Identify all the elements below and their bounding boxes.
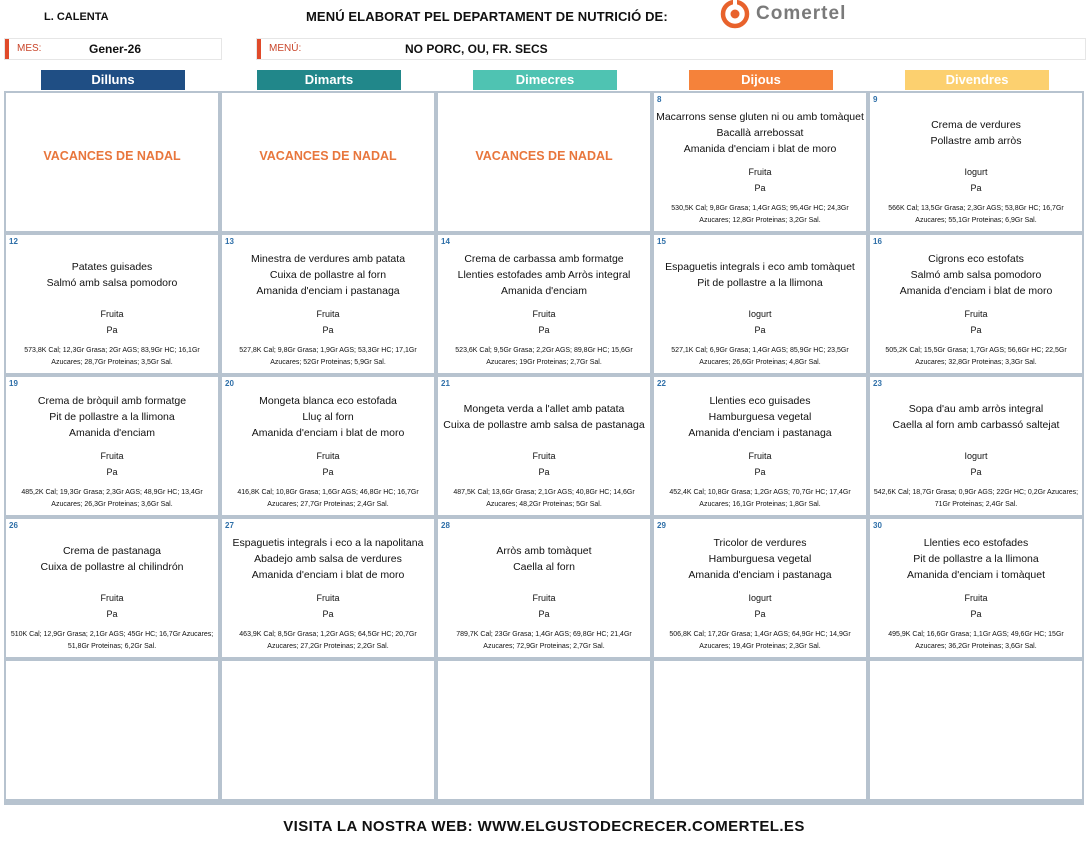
day-cell bbox=[6, 519, 218, 657]
nutrition-info bbox=[440, 629, 648, 653]
nutrition-line: 416,8K Cal; 10,8Gr Grasa; 1,6Gr AGS; 46,8Gr HC; 16,7Gr bbox=[237, 489, 419, 496]
dish-list bbox=[440, 543, 648, 575]
dessert-bread bbox=[656, 591, 864, 622]
bread: Pa bbox=[754, 466, 766, 477]
day-cell bbox=[654, 519, 866, 657]
dessert: Fruita bbox=[532, 451, 556, 461]
bread: Pa bbox=[754, 608, 766, 619]
dish: Amanida d'enciam i pastanaga bbox=[688, 569, 832, 581]
nutrition-line: 463,9K Cal; 8,5Gr Grasa; 1,2Gr AGS; 64,5Gr HC; 20,7Gr bbox=[239, 631, 417, 638]
day-cell bbox=[654, 93, 866, 231]
dessert-bread bbox=[8, 307, 216, 338]
nutrition-info bbox=[8, 487, 216, 511]
day-cell bbox=[222, 93, 434, 231]
dessert-bread bbox=[872, 591, 1080, 622]
nutrition-info bbox=[440, 345, 648, 369]
dish: Amanida d'enciam i blat de moro bbox=[683, 143, 837, 155]
dish-list bbox=[8, 543, 216, 575]
nutrition-info bbox=[872, 629, 1080, 653]
dish: Llenties estofades amb Arròs integral bbox=[457, 269, 631, 281]
nutrition-info bbox=[656, 487, 864, 511]
day-cell bbox=[870, 235, 1082, 373]
day-cell bbox=[870, 377, 1082, 515]
bread: Pa bbox=[970, 182, 982, 193]
dessert-bread bbox=[8, 449, 216, 480]
dessert-bread bbox=[872, 307, 1080, 338]
day-cell bbox=[654, 235, 866, 373]
nutrition-line: 71Gr Proteinas; 2,4Gr Sal. bbox=[934, 501, 1018, 508]
dessert-bread bbox=[8, 591, 216, 622]
nutrition-line: Azucares; 36,2Gr Proteinas; 3,6Gr Sal. bbox=[915, 643, 1037, 650]
nutrition-line: Azucares; 55,1Gr Proteinas; 6,9Gr Sal. bbox=[915, 217, 1037, 224]
dish: Macarrons sense gluten ni ou amb tomàquet bbox=[656, 111, 864, 123]
bread: Pa bbox=[538, 608, 550, 619]
dish-list bbox=[440, 401, 648, 433]
dish-list bbox=[656, 535, 864, 583]
day-header-divendres: Divendres bbox=[905, 70, 1049, 90]
dish: Crema de pastanaga bbox=[62, 545, 162, 557]
day-number: 20 bbox=[225, 379, 234, 388]
day-cell bbox=[438, 661, 650, 799]
dish: Pollastre amb arròs bbox=[930, 135, 1022, 147]
nutrition-info bbox=[224, 629, 432, 653]
dish: Amanida d'enciam i blat de moro bbox=[251, 569, 405, 581]
dessert: Fruita bbox=[100, 451, 124, 461]
dish: Crema de carbassa amb formatge bbox=[464, 253, 624, 265]
nutrition-line: Azucares; 26,3Gr Proteinas; 3,6Gr Sal. bbox=[51, 501, 173, 508]
nutrition-line: 487,5K Cal; 13,6Gr Grasa; 2,1Gr AGS; 40,8Gr HC; 14,6Gr bbox=[453, 489, 635, 496]
menu-value: NO PORC, OU, FR. SECS bbox=[405, 42, 548, 56]
day-cell bbox=[870, 661, 1082, 799]
dish-list bbox=[8, 393, 216, 441]
bread: Pa bbox=[538, 466, 550, 477]
dessert: Fruita bbox=[964, 593, 988, 603]
menu-field bbox=[256, 38, 1086, 60]
day-cell bbox=[654, 377, 866, 515]
dish: Amanida d'enciam i pastanaga bbox=[256, 285, 400, 297]
day-cell bbox=[438, 235, 650, 373]
dish: Espaguetis integrals i eco amb tomàquet bbox=[665, 261, 855, 273]
dessert: Fruita bbox=[100, 309, 124, 319]
nutrition-line: Azucares; 32,8Gr Proteinas; 3,3Gr Sal. bbox=[915, 359, 1037, 366]
dessert-bread bbox=[224, 591, 432, 622]
nutrition-line: 523,6K Cal; 9,5Gr Grasa; 2,2Gr AGS; 89,8Gr HC; 15,6Gr bbox=[455, 347, 633, 354]
dessert-bread bbox=[872, 165, 1080, 196]
day-number: 22 bbox=[657, 379, 666, 388]
dish-list bbox=[224, 251, 432, 299]
dish: Cuixa de pollastre al chilindrón bbox=[40, 561, 184, 573]
nutrition-line: 510K Cal; 12,9Gr Grasa; 2,1Gr AGS; 45Gr HC; 16,7Gr Azucares; bbox=[10, 631, 214, 638]
dessert-bread bbox=[440, 307, 648, 338]
nutrition-line: 566K Cal; 13,5Gr Grasa; 2,3Gr AGS; 53,8Gr HC; 16,7Gr bbox=[888, 205, 1064, 212]
nutrition-line: Azucares; 16,1Gr Proteinas; 1,8Gr Sal. bbox=[699, 501, 821, 508]
dish: Cigrons eco estofats bbox=[928, 253, 1024, 265]
brand-logo bbox=[720, 0, 846, 28]
day-number: 16 bbox=[873, 237, 882, 246]
day-number: 28 bbox=[441, 521, 450, 530]
menu-calendar-grid bbox=[4, 91, 1084, 805]
dish-list bbox=[440, 251, 648, 299]
nutrition-info bbox=[872, 345, 1080, 369]
dessert-bread bbox=[656, 165, 864, 196]
nutrition-info bbox=[656, 629, 864, 653]
day-number: 13 bbox=[225, 237, 234, 246]
day-number: 12 bbox=[9, 237, 18, 246]
day-header-dimecres: Dimecres bbox=[473, 70, 617, 90]
bread: Pa bbox=[322, 324, 334, 335]
day-cell bbox=[222, 377, 434, 515]
bread: Pa bbox=[754, 324, 766, 335]
dish-list bbox=[656, 393, 864, 441]
day-cell bbox=[438, 377, 650, 515]
dessert: Iogurt bbox=[964, 451, 988, 461]
dish: Caella al forn bbox=[513, 561, 575, 573]
day-number: 14 bbox=[441, 237, 450, 246]
month-value: Gener-26 bbox=[89, 42, 142, 56]
dessert: Fruita bbox=[316, 593, 340, 603]
nutrition-info bbox=[872, 203, 1080, 227]
nutrition-line: 485,2K Cal; 19,3Gr Grasa; 2,3Gr AGS; 48,9Gr HC; 13,4Gr bbox=[21, 489, 203, 496]
dessert-bread bbox=[224, 449, 432, 480]
nutrition-info bbox=[8, 345, 216, 369]
nutrition-line: Azucares; 48,2Gr Proteinas; 5Gr Sal. bbox=[486, 501, 602, 508]
nutrition-info bbox=[8, 629, 216, 653]
dish: Amanida d'enciam bbox=[68, 427, 156, 439]
dish: Llenties eco estofades bbox=[923, 537, 1029, 549]
nutrition-info bbox=[224, 345, 432, 369]
dish: Amanida d'enciam i blat de moro bbox=[899, 285, 1053, 297]
day-header-dimarts: Dimarts bbox=[257, 70, 401, 90]
holiday-label: VACANCES DE NADAL bbox=[475, 149, 613, 163]
day-cell bbox=[654, 661, 866, 799]
dish-list bbox=[224, 393, 432, 441]
dish: Minestra de verdures amb patata bbox=[250, 253, 406, 265]
day-header-dijous: Dijous bbox=[689, 70, 833, 90]
day-cell bbox=[870, 93, 1082, 231]
nutrition-line: Azucares; 28,7Gr Proteinas; 3,5Gr Sal. bbox=[51, 359, 173, 366]
holiday-label: VACANCES DE NADAL bbox=[43, 149, 181, 163]
dish: Amanida d'enciam i blat de moro bbox=[251, 427, 405, 439]
nutrition-info bbox=[224, 487, 432, 511]
day-cell bbox=[6, 377, 218, 515]
nutrition-info bbox=[440, 487, 648, 511]
dish-list bbox=[872, 535, 1080, 583]
dish: Crema de bròquil amb formatge bbox=[37, 395, 187, 407]
nutrition-info bbox=[656, 203, 864, 227]
nutrition-line: 573,8K Cal; 12,3Gr Grasa; 2Gr AGS; 83,9Gr HC; 16,1Gr bbox=[24, 347, 200, 354]
dessert: Fruita bbox=[532, 309, 556, 319]
bread: Pa bbox=[106, 608, 118, 619]
nutrition-line: Azucares; 12,8Gr Proteinas; 3,2Gr Sal. bbox=[699, 217, 821, 224]
dessert-bread bbox=[872, 449, 1080, 480]
month-field bbox=[4, 38, 222, 60]
day-cell bbox=[438, 519, 650, 657]
day-number: 30 bbox=[873, 521, 882, 530]
dessert: Fruita bbox=[532, 593, 556, 603]
dish: Amanida d'enciam i pastanaga bbox=[688, 427, 832, 439]
day-number: 26 bbox=[9, 521, 18, 530]
dish: Salmó amb salsa pomodoro bbox=[910, 269, 1042, 281]
day-number: 9 bbox=[873, 95, 878, 104]
dish: Crema de verdures bbox=[931, 119, 1021, 131]
nutrition-line: 505,2K Cal; 15,5Gr Grasa; 1,7Gr AGS; 56,6Gr HC; 22,5Gr bbox=[885, 347, 1067, 354]
dish: Arròs amb tomàquet bbox=[496, 545, 592, 557]
comertel-logo-icon bbox=[720, 0, 750, 29]
nutrition-line: Azucares; 52Gr Proteinas; 5,9Gr Sal. bbox=[270, 359, 386, 366]
dish-list bbox=[872, 401, 1080, 433]
dish-list bbox=[872, 251, 1080, 299]
day-number: 23 bbox=[873, 379, 882, 388]
dish-list bbox=[656, 109, 864, 157]
day-cell bbox=[222, 519, 434, 657]
dish: Hamburguesa vegetal bbox=[708, 553, 812, 565]
nutrition-line: 495,9K Cal; 16,6Gr Grasa; 1,1Gr AGS; 49,6Gr HC; 15Gr bbox=[888, 631, 1064, 638]
bread: Pa bbox=[970, 466, 982, 477]
nutrition-line: 789,7K Cal; 23Gr Grasa; 1,4Gr AGS; 69,8Gr HC; 21,4Gr bbox=[456, 631, 632, 638]
dessert-bread bbox=[440, 591, 648, 622]
dish-list bbox=[656, 259, 864, 291]
dessert: Fruita bbox=[964, 309, 988, 319]
dessert: Fruita bbox=[100, 593, 124, 603]
day-cell bbox=[222, 661, 434, 799]
dish: Espaguetis integrals i eco a la napolitana bbox=[232, 537, 424, 549]
nutrition-line: Azucares; 19,4Gr Proteinas; 2,3Gr Sal. bbox=[699, 643, 821, 650]
dessert: Fruita bbox=[748, 451, 772, 461]
dish: Mongeta verda a l'allet amb patata bbox=[463, 403, 625, 415]
bread: Pa bbox=[322, 608, 334, 619]
bread: Pa bbox=[322, 466, 334, 477]
day-cell bbox=[6, 661, 218, 799]
dish: Lluç al forn bbox=[302, 411, 354, 423]
dish: Cuixa de pollastre amb salsa de pastanaga bbox=[443, 419, 645, 431]
dish: Pit de pollastre a la llimona bbox=[49, 411, 175, 423]
bread: Pa bbox=[970, 324, 982, 335]
nutrition-info bbox=[872, 487, 1080, 511]
dish: Pit de pollastre a la llimona bbox=[913, 553, 1039, 565]
holiday-label: VACANCES DE NADAL bbox=[259, 149, 397, 163]
bread: Pa bbox=[754, 182, 766, 193]
page-title: MENÚ ELABORAT PEL DEPARTAMENT DE NUTRICIÓ DE: bbox=[306, 9, 668, 24]
bread: Pa bbox=[106, 324, 118, 335]
dessert-bread bbox=[224, 307, 432, 338]
bread: Pa bbox=[970, 608, 982, 619]
dish: Bacallà arrebossat bbox=[716, 127, 804, 139]
dish: Amanida d'enciam i tomàquet bbox=[907, 569, 1045, 581]
day-cell bbox=[6, 93, 218, 231]
day-cell bbox=[222, 235, 434, 373]
day-cell bbox=[6, 235, 218, 373]
day-cell bbox=[438, 93, 650, 231]
dish: Cuixa de pollastre al forn bbox=[269, 269, 387, 281]
nutrition-line: Azucares; 19Gr Proteinas; 2,7Gr Sal. bbox=[486, 359, 602, 366]
nutrition-line: 506,8K Cal; 17,2Gr Grasa; 1,4Gr AGS; 64,9Gr HC; 14,9Gr bbox=[669, 631, 851, 638]
dish: Patates guisades bbox=[71, 261, 153, 273]
dish: Abadejo amb salsa de verdures bbox=[254, 553, 402, 565]
day-header-dilluns: Dilluns bbox=[41, 70, 185, 90]
nutrition-line: 542,6K Cal; 18,7Gr Grasa; 0,9Gr AGS; 22Gr HC; 0,2Gr Azucares; bbox=[873, 489, 1079, 496]
bread: Pa bbox=[538, 324, 550, 335]
menu-label: MENÚ: bbox=[269, 43, 302, 54]
dessert-bread bbox=[656, 449, 864, 480]
website-footer: VISITA LA NOSTRA WEB: WWW.ELGUSTODECRECER.COMERTEL.ES bbox=[283, 818, 805, 835]
dish: Tricolor de verdures bbox=[713, 537, 807, 549]
nutrition-line: Azucares; 27,2Gr Proteinas; 2,2Gr Sal. bbox=[267, 643, 389, 650]
dish-list bbox=[8, 259, 216, 291]
dish-list bbox=[872, 117, 1080, 149]
dish: Hamburguesa vegetal bbox=[708, 411, 812, 423]
nutrition-line: Azucares; 72,9Gr Proteinas; 2,7Gr Sal. bbox=[483, 643, 605, 650]
dessert: Fruita bbox=[316, 451, 340, 461]
nutrition-line: Azucares; 26,6Gr Proteinas; 4,8Gr Sal. bbox=[699, 359, 821, 366]
dessert-bread bbox=[440, 449, 648, 480]
day-number: 19 bbox=[9, 379, 18, 388]
dessert: Iogurt bbox=[748, 309, 772, 319]
nutrition-line: 527,8K Cal; 9,8Gr Grasa; 1,9Gr AGS; 53,3Gr HC; 17,1Gr bbox=[239, 347, 417, 354]
dessert: Fruita bbox=[316, 309, 340, 319]
nutrition-line: 51,8Gr Proteinas; 6,2Gr Sal. bbox=[67, 643, 157, 650]
dessert: Fruita bbox=[748, 167, 772, 177]
brand-name: Comertel bbox=[756, 3, 847, 24]
dish: Pit de pollastre a la llimona bbox=[697, 277, 823, 289]
month-label: MES: bbox=[17, 43, 42, 54]
day-number: 8 bbox=[657, 95, 662, 104]
dessert-bread bbox=[656, 307, 864, 338]
dish: Sopa d'au amb arròs integral bbox=[908, 403, 1044, 415]
dish: Mongeta blanca eco estofada bbox=[259, 395, 397, 407]
day-number: 29 bbox=[657, 521, 666, 530]
dish: Caella al forn amb carbassó saltejat bbox=[892, 419, 1060, 431]
nutrition-info bbox=[656, 345, 864, 369]
dish: Salmó amb salsa pomodoro bbox=[46, 277, 178, 289]
day-cell bbox=[870, 519, 1082, 657]
dish-list bbox=[224, 535, 432, 583]
school-name: L. CALENTA bbox=[44, 11, 109, 23]
nutrition-line: 527,1K Cal; 6,9Gr Grasa; 1,4Gr AGS; 85,9Gr HC; 23,5Gr bbox=[671, 347, 849, 354]
day-number: 21 bbox=[441, 379, 450, 388]
day-number: 27 bbox=[225, 521, 234, 530]
bread: Pa bbox=[106, 466, 118, 477]
dessert: Iogurt bbox=[748, 593, 772, 603]
dessert: Iogurt bbox=[964, 167, 988, 177]
nutrition-line: Azucares; 27,7Gr Proteinas; 2,4Gr Sal. bbox=[267, 501, 389, 508]
day-number: 15 bbox=[657, 237, 666, 246]
dish: Llenties eco guisades bbox=[709, 395, 811, 407]
dish: Amanida d'enciam bbox=[500, 285, 588, 297]
nutrition-line: 530,5K Cal; 9,8Gr Grasa; 1,4Gr AGS; 95,4Gr HC; 24,3Gr bbox=[671, 205, 849, 212]
nutrition-line: 452,4K Cal; 10,8Gr Grasa; 1,2Gr AGS; 70,7Gr HC; 17,4Gr bbox=[669, 489, 851, 496]
